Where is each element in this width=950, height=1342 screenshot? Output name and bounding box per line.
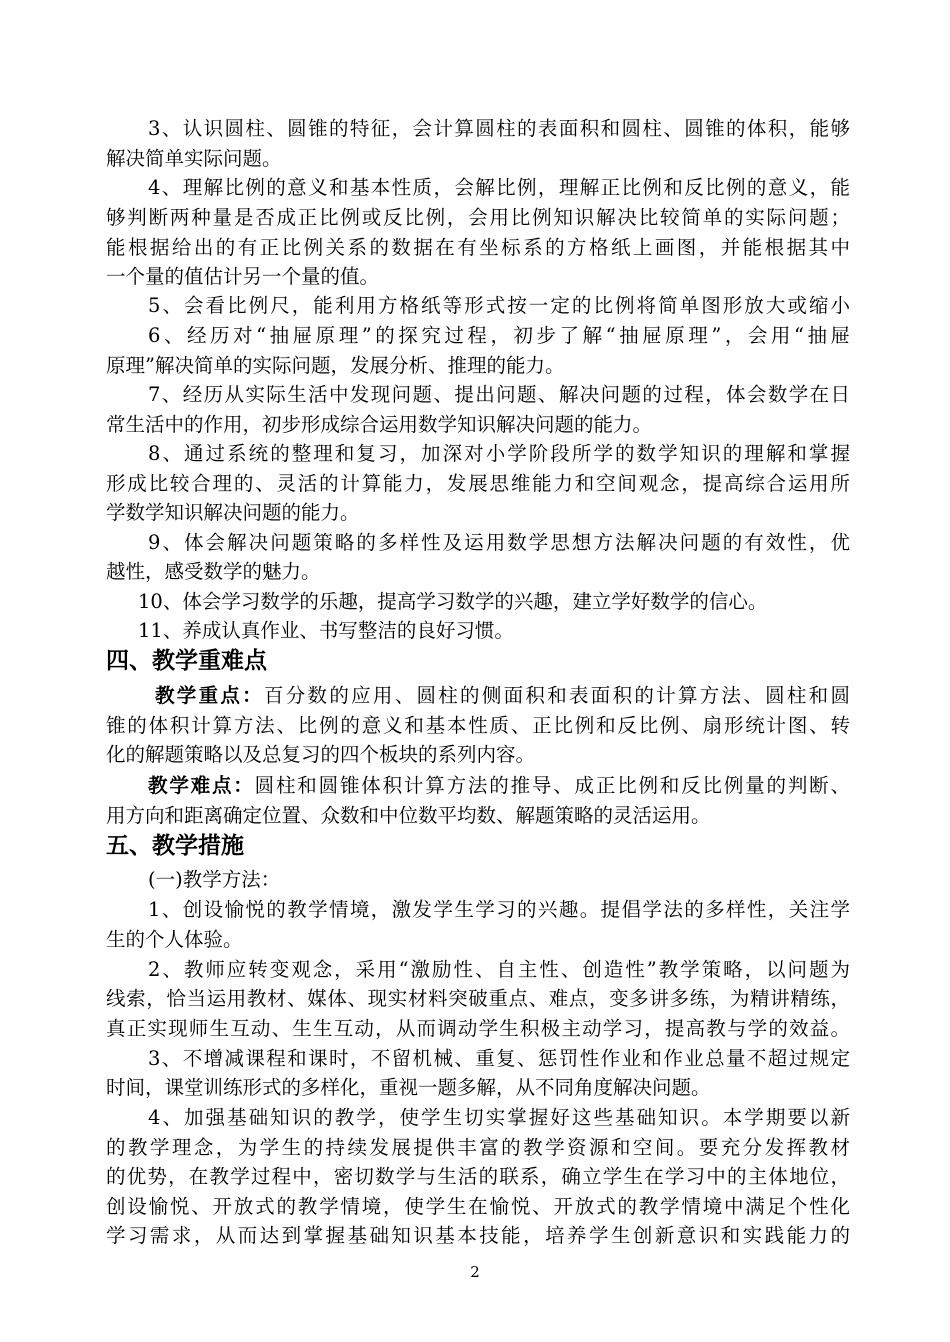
key-points-label: 教学重点： [155, 684, 264, 707]
objective-4-line-3: 能根据给出的有正比例关系的数据在有坐标系的方格纸上画图，并能根据其中 [106, 236, 850, 259]
section-4-heading: 四、教学重难点 [106, 648, 267, 674]
objective-8-line-1: 8、通过系统的整理和复习，加深对小学阶段所学的数学知识的理解和掌握 [148, 442, 850, 465]
method-3-line-1: 3、不增减课程和课时，不留机械、重复、惩罚性作业和作业总量不超过规定 [148, 1047, 850, 1070]
method-2-line-3: 真正实现师生互动、生生互动，从而调动学生积极主动学习，提高教与学的效益。 [106, 1017, 850, 1040]
method-2-line-2: 线索，恰当运用教材、媒体、现实材料突破重点、难点，变多讲多练，为精讲精练， [106, 987, 850, 1010]
difficult-points-line-2: 用方向和距离确定位置、众数和中位数平均数、解题策略的灵活运用。 [106, 804, 711, 827]
key-points-text: 百分数的应用、圆柱的侧面积和表面积的计算方法、圆柱和圆 [263, 684, 850, 707]
sub-heading-methods: (一)教学方法： [148, 868, 281, 891]
key-points-line-1 [155, 682, 850, 710]
objective-9-line-2: 越性，感受数学的魅力。 [106, 560, 321, 583]
method-4-line-2: 的教学理念，为学生的持续发展提供丰富的教学资源和空间。要充分发挥教材 [106, 1136, 850, 1159]
objective-5-line-1: 5、会看比例尺，能利用方格纸等形式按一定的比例将简单图形放大或缩小 [148, 294, 850, 317]
method-4-line-1: 4、加强基础知识的教学，使学生切实掌握好这些基础知识。本学期要以新 [148, 1106, 850, 1129]
difficult-points-label: 教学难点： [148, 774, 255, 797]
difficult-points-line-1 [148, 772, 850, 800]
objective-9-line-1: 9、体会解决问题策略的多样性及运用数学思想方法解决问题的有效性，优 [148, 531, 850, 554]
method-1-line-2: 生的个人体验。 [106, 928, 243, 951]
method-3-line-2: 时间，课堂训练形式的多样化，重视一题多解，从不同角度解决问题。 [106, 1076, 711, 1099]
objective-4-line-4: 一个量的值估计另一个量的值。 [106, 265, 380, 288]
method-4-line-5: 学习需求，从而达到掌握基础知识基本技能，培养学生创新意识和实践能力的 [106, 1224, 850, 1247]
objective-3-line-1: 3、认识圆柱、圆锥的特征，会计算圆柱的表面积和圆柱、圆锥的体积，能够 [148, 117, 850, 140]
objective-11-line-1: 11、养成认真作业、书写整洁的良好习惯。 [138, 619, 514, 642]
objective-6-line-1: 6、经历对“抽屉原理”的探究过程，初步了解“抽屉原理”，会用“抽屉 [148, 324, 850, 347]
objective-3-line-2: 解决简单实际问题。 [106, 147, 282, 170]
method-2-line-1: 2、教师应转变观念，采用“激励性、自主性、创造性”教学策略，以问题为 [148, 958, 850, 981]
objective-4-line-2: 够判断两种量是否成正比例或反比例，会用比例知识解决比较简单的实际问题； [106, 206, 850, 229]
section-5-heading: 五、教学措施 [106, 833, 244, 859]
method-4-line-3: 的优势，在教学过程中，密切数学与生活的联系，确立学生在学习中的主体地位， [106, 1165, 850, 1188]
objective-8-line-2: 形成比较合理的、灵活的计算能力，发展思维能力和空间观念，提高综合运用所 [106, 472, 850, 495]
objective-7-line-2: 常生活中的作用，初步形成综合运用数学知识解决问题的能力。 [106, 413, 653, 436]
objective-6-line-2: 原理”解决简单的实际问题，发展分析、推理的能力。 [106, 354, 565, 377]
key-points-line-3: 化的解题策略以及总复习的四个板块的系列内容。 [106, 743, 536, 766]
method-4-line-4: 创设愉悦、开放式的教学情境，使学生在愉悦、开放式的教学情境中满足个性化 [106, 1195, 850, 1218]
key-points-line-2: 锥的体积计算方法、比例的意义和基本性质、正比例和反比例、扇形统计图、转 [106, 714, 850, 737]
objective-4-line-1: 4、理解比例的意义和基本性质，会解比例，理解正比例和反比例的意义，能 [148, 176, 850, 199]
method-1-line-1: 1、创设愉悦的教学情境，激发学生学习的兴趣。提倡学法的多样性，关注学 [148, 898, 850, 921]
objective-8-line-3: 学数学知识解决问题的能力。 [106, 501, 360, 524]
difficult-points-text: 圆柱和圆锥体积计算方法的推导、成正比例和反比例量的判断、 [254, 774, 850, 797]
objective-10-line-1: 10、体会学习数学的乐趣，提高学习数学的兴趣，建立学好数学的信心。 [138, 590, 768, 613]
objective-7-line-1: 7、经历从实际生活中发现问题、提出问题、解决问题的过程，体会数学在日 [148, 383, 850, 406]
page-number: 2 [470, 1263, 480, 1281]
